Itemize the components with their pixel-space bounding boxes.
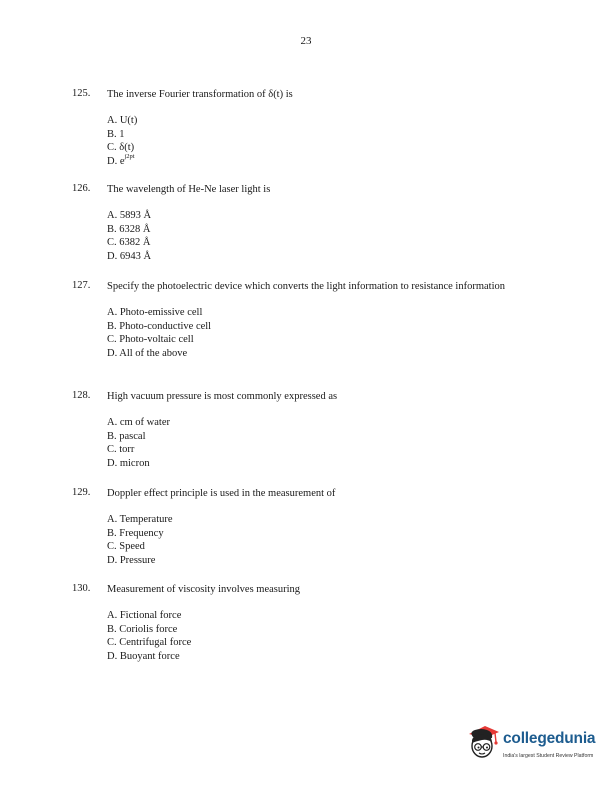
question-text: Measurement of viscosity involves measuring (107, 584, 301, 595)
question-number: 125. (72, 88, 91, 99)
collegedunia-logo (465, 716, 605, 774)
options-list (107, 114, 542, 168)
option-c: C. Photo-voltaic cell (107, 334, 194, 345)
question-text: The inverse Fourier transformation of δ(t) is (107, 89, 293, 100)
option-b: B. 1 (107, 128, 125, 140)
option-d: D. Pressure (107, 554, 156, 566)
question-127 (72, 280, 542, 360)
option-c: C. 6382 Å (107, 237, 151, 248)
option-b: B. Coriolis force (107, 623, 178, 635)
question-128 (72, 390, 542, 470)
logo-name: collegedunia (503, 730, 596, 747)
option-b: B. Photo-conductive cell (107, 320, 212, 332)
logo-tagline: India's largest Student Review Platform (503, 753, 594, 759)
question-text: Doppler effect principle is used in the measurement of (107, 488, 336, 499)
options-list (107, 609, 542, 663)
options-list (107, 416, 542, 470)
question-number: 127. (72, 280, 91, 291)
options-list (107, 513, 542, 567)
option-d: D. micron (107, 457, 150, 469)
question-125 (72, 88, 542, 168)
question-126 (72, 183, 542, 263)
option-c: C. Speed (107, 541, 145, 552)
question-number: 126. (72, 183, 91, 194)
options-list (107, 209, 542, 263)
options-list (107, 306, 542, 360)
question-number: 129. (72, 487, 91, 498)
option-a: A. Photo-emissive cell (107, 307, 203, 318)
question-number: 130. (72, 583, 91, 594)
option-d: D. Buoyant force (107, 650, 180, 662)
question-number: 128. (72, 390, 91, 401)
question-text: Specify the photoelectric device which converts the light information to resistance information (107, 281, 506, 292)
option-d-exponent: j2pt (124, 152, 135, 160)
question-text: High vacuum pressure is most commonly expressed as (107, 391, 338, 402)
option-a: A. Fictional force (107, 610, 182, 621)
option-d (107, 152, 542, 169)
option-a: A. 5893 Å (107, 210, 152, 221)
option-c: C. δ(t) (107, 142, 135, 153)
question-130 (72, 583, 542, 663)
mascot-icon (465, 722, 501, 762)
option-c: C. torr (107, 444, 135, 455)
option-d-base: D. e (107, 155, 125, 167)
question-text: The wavelength of He-Ne laser light is (107, 184, 271, 195)
page-number: 23 (300, 35, 312, 47)
option-a: A. U(t) (107, 115, 138, 126)
question-129 (72, 487, 542, 567)
option-b: B. pascal (107, 430, 146, 442)
option-c: C. Centrifugal force (107, 637, 192, 648)
option-b: B. 6328 Å (107, 223, 151, 235)
option-a: A. Temperature (107, 514, 173, 525)
option-d: D. All of the above (107, 347, 188, 359)
option-a: A. cm of water (107, 417, 170, 428)
option-b: B. Frequency (107, 527, 164, 539)
option-d: D. 6943 Å (107, 250, 152, 262)
